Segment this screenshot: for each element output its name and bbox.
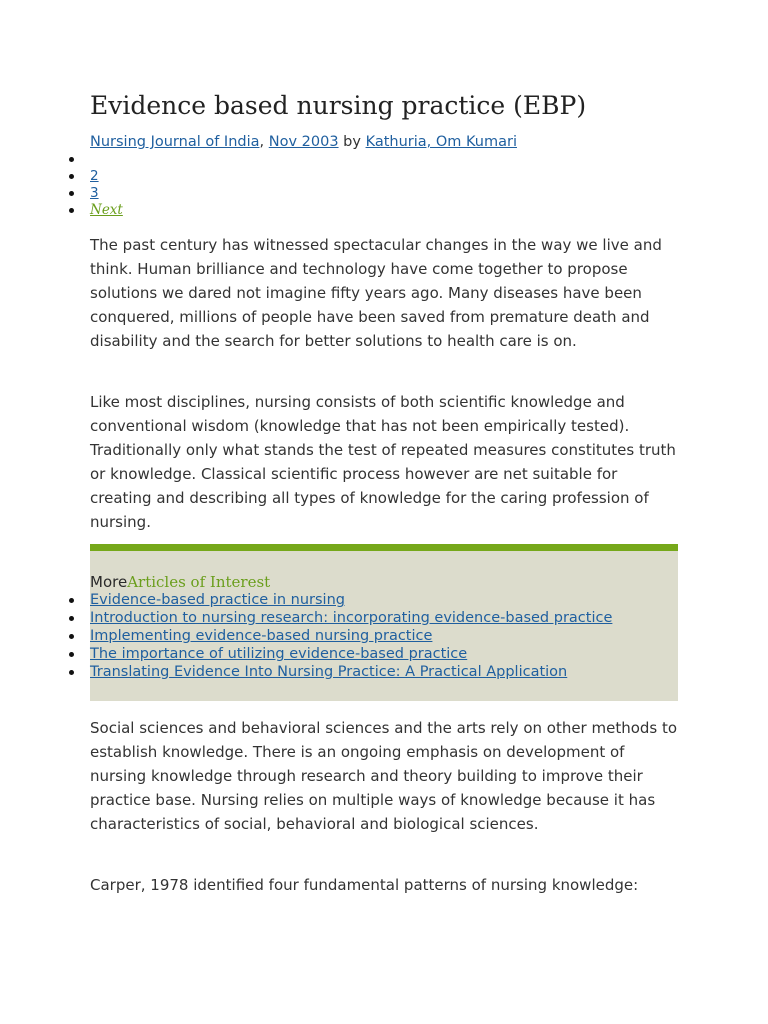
page-3-link[interactable]: 3 — [90, 185, 99, 201]
pagination — [90, 151, 123, 219]
related-article-link-4[interactable]: The importance of utilizing evidence-based practice — [90, 646, 468, 662]
next-page-link[interactable]: Next — [90, 202, 123, 218]
paragraph-3: Social sciences and behavioral sciences and the arts rely on other methods to establish knowledge. There is an ongoing emphasis on development of nursing knowledge through research and theory building to improve their practice base. Nursing relies on multiple ways of knowledge because it has characteristics of social, behavioral and biological sciences. — [90, 719, 678, 833]
related-article-item[interactable] — [90, 663, 612, 681]
related-article-link-2[interactable]: Introduction to nursing research: incorporating evidence-based practice — [90, 610, 613, 626]
pagination-item-3[interactable] — [90, 185, 123, 202]
related-article-item[interactable] — [90, 609, 612, 627]
related-articles-heading — [90, 571, 270, 593]
related-articles-box — [90, 544, 678, 701]
related-article-item[interactable] — [90, 627, 612, 645]
paragraph-2: Like most disciplines, nursing consists of both scientific knowledge and conventional wisdom (knowledge that has not been empirically tested). Traditionally only what stands the test of repeated measures constitutes truth or knowledge. Classical scientific process however are net suitable for creating and describing all types of knowledge for the caring profession of nursing. — [90, 393, 676, 531]
page-2-link[interactable]: 2 — [90, 168, 99, 184]
related-article-link-5[interactable]: Translating Evidence Into Nursing Practice: A Practical Application — [90, 664, 568, 680]
related-articles-list — [90, 591, 612, 681]
byline — [90, 132, 517, 152]
date-link[interactable]: Nov 2003 — [268, 134, 339, 150]
byline-separator: , — [259, 134, 265, 150]
author-link[interactable]: Kathuria, Om Kumari — [365, 134, 517, 150]
pagination-item-current — [90, 151, 123, 168]
related-article-item[interactable] — [90, 591, 612, 609]
paragraph-1: The past century has witnessed spectacular changes in the way we live and think. Human brilliance and technology have come together to propose solutions we dared not imagine fifty years ago. Many diseases have been conquered, millions of people have been saved from premature death and disability and the search for better solutions to health care is on. — [90, 236, 662, 350]
article-title: Evidence based nursing practice (EBP) — [90, 91, 587, 120]
journal-link[interactable]: Nursing Journal of India — [90, 134, 260, 150]
related-article-link-3[interactable]: Implementing evidence-based nursing practice — [90, 628, 433, 644]
byline-by: by — [343, 134, 361, 150]
related-article-item[interactable] — [90, 645, 612, 663]
related-article-link-1[interactable]: Evidence-based practice in nursing — [90, 592, 345, 608]
more-prefix: More — [90, 573, 128, 591]
paragraph-4: Carper, 1978 identified four fundamental patterns of nursing knowledge: — [90, 876, 639, 894]
related-articles-title: Articles of Interest — [127, 573, 271, 591]
pagination-item-next[interactable] — [90, 202, 123, 219]
pagination-item-2[interactable] — [90, 168, 123, 185]
